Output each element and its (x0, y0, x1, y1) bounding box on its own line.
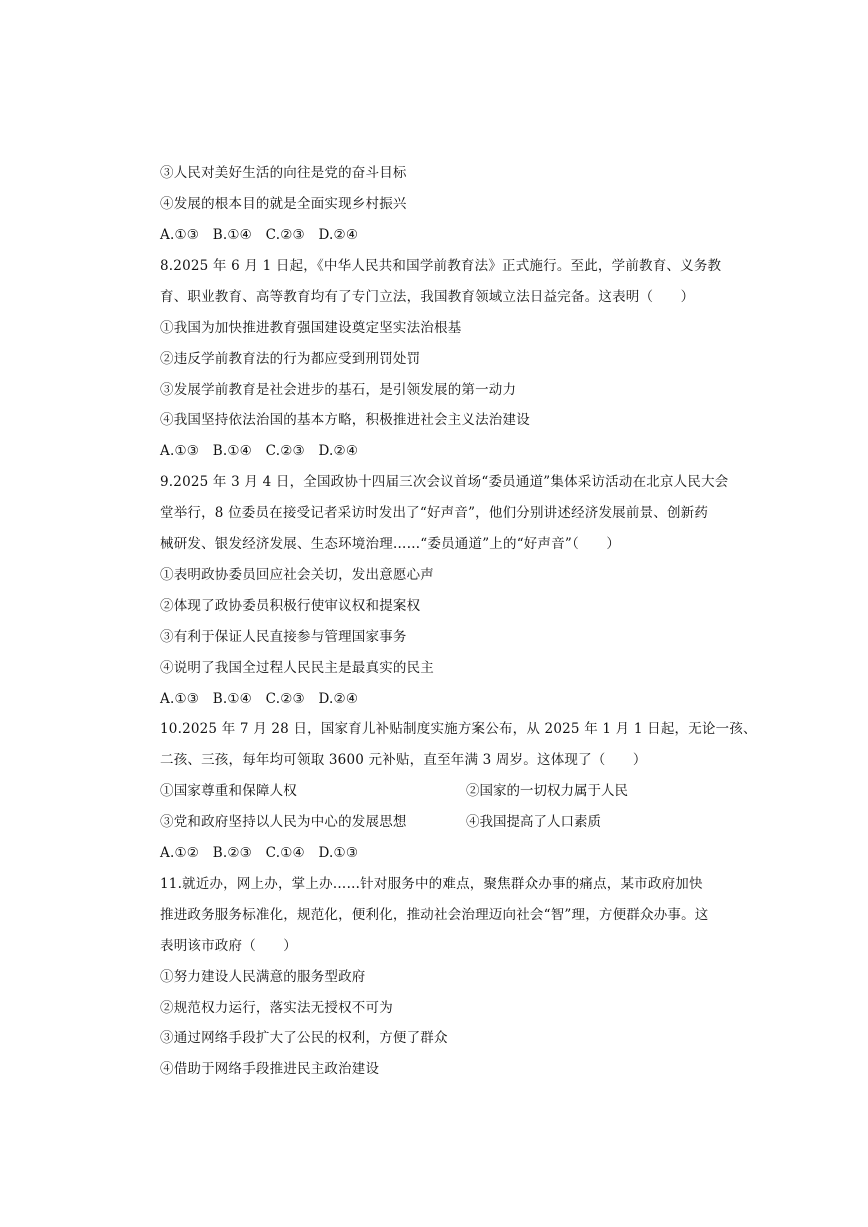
q8-option-1: ①我国为加快推进教育强国建设奠定坚实法治根基 (160, 320, 462, 336)
q8-option-3: ③发展学前教育是社会进步的基石，是引领发展的第一动力 (160, 382, 517, 398)
q10-option-1: ①国家尊重和保障人权 (160, 783, 297, 799)
q8-option-2: ②违反学前教育法的行为都应受到刑罚处罚 (160, 351, 421, 367)
q10-stem-line-1: 10.2025 年 7 月 28 日，国家育儿补贴制度实施方案公布，从 2025 年 1 月 1 日起，无论一孩、 (160, 721, 757, 737)
q11-option-1: ①努力建设人民满意的服务型政府 (160, 969, 366, 985)
q8-answer-choices: A.①③ B.①④ C.②③ D.②④ (160, 443, 359, 459)
q9-stem-line-1: 9.2025 年 3 月 4 日，全国政协十四届三次会议首场“委员通道”集体采访活动在北京人民大会 (160, 474, 729, 490)
q8-option-4: ④我国坚持依法治国的基本方略，积极推进社会主义法治建设 (160, 412, 530, 428)
q9-option-4: ④说明了我国全过程人民民主是最真实的民主 (160, 660, 434, 676)
q9-option-1: ①表明政协委员回应社会关切，发出意愿心声 (160, 567, 434, 583)
q10-stem-line-2: 二孩、三孩，每年均可领取 3600 元补贴，直至年满 3 周岁。这体现了（ ） (160, 752, 647, 768)
q9-stem-line-2: 堂举行，8 位委员在接受记者采访时发出了“好声音”，他们分别讲述经济发展前景、创新药 (160, 505, 709, 521)
q8-stem-line-2: 育、职业教育、高等教育均有了专门立法，我国教育领域立法日益完备。这表明（ ） (160, 289, 695, 305)
q10-option-4: ④我国提高了人口素质 (466, 814, 601, 830)
q9-option-2: ②体现了政协委员积极行使审议权和提案权 (160, 598, 421, 614)
q7-answer-choices: A.①③ B.①④ C.②③ D.②④ (160, 227, 359, 243)
q10-answer-choices: A.①② B.②③ C.①④ D.①③ (160, 845, 359, 861)
q11-stem-line-1: 11.就近办，网上办，掌上办……针对服务中的难点，聚焦群众办事的痛点，某市政府加快 (160, 876, 703, 892)
q9-answer-choices: A.①③ B.①④ C.②③ D.②④ (160, 691, 359, 707)
q9-stem-line-3: 械研发、银发经济发展、生态环境治理……“委员通道”上的“好声音”（ ） (160, 536, 621, 552)
q11-stem-line-3: 表明该市政府（ ） (160, 938, 297, 954)
q9-option-3: ③有利于保证人民直接参与管理国家事务 (160, 629, 407, 645)
q7-option-3: ③人民对美好生活的向往是党的奋斗目标 (160, 165, 407, 181)
q7-option-4: ④发展的根本目的就是全面实现乡村振兴 (160, 196, 407, 212)
q11-option-2: ②规范权力运行，落实法无授权不可为 (160, 1000, 393, 1016)
q8-stem-line-1: 8.2025 年 6 月 1 日起，《中华人民共和国学前教育法》正式施行。至此，学前教育、义务教 (160, 258, 722, 274)
q11-option-4: ④借助于网络手段推进民主政治建设 (160, 1061, 380, 1077)
q10-option-3: ③党和政府坚持以人民为中心的发展思想 (160, 814, 407, 830)
q10-option-2: ②国家的一切权力属于人民 (466, 783, 628, 799)
q11-option-3: ③通过网络手段扩大了公民的权利，方便了群众 (160, 1030, 448, 1046)
q11-stem-line-2: 推进政务服务标准化，规范化，便利化，推动社会治理迈向社会“智”理，方便群众办事。这 (160, 907, 709, 923)
